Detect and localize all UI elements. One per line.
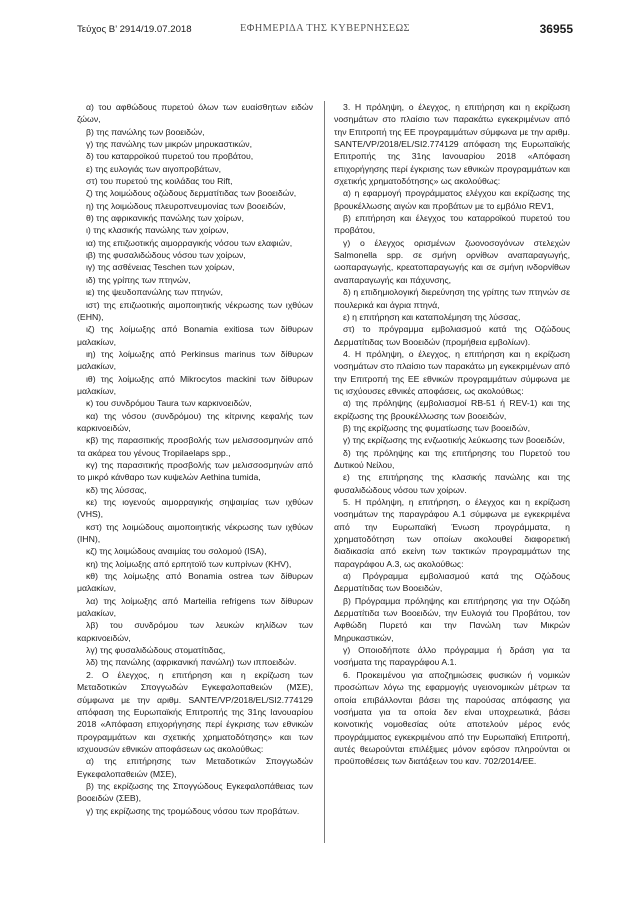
paragraph: β) της εκρίζωσης της φυματίωσης των βοοειδών, [343, 422, 530, 433]
paragraph: ιζ) της λοίμωξης από Bonamia exitiosa των δίθυρων μαλακίων, [77, 324, 313, 347]
paragraph: λδ) της πανώλης (αφρικανική πανώλη) των ιπποειδών. [86, 657, 297, 668]
paragraph: κβ) της παρασιτικής προσβολής των μελισσοσμηνών από τα ακάρεα του γένους Tropilaelaps spp., [77, 435, 313, 458]
paragraph: ι) της κλασικής πανώλης των χοίρων, [86, 225, 229, 236]
paragraph: 2. Ο έλεγχος, η επιτήρηση και η εκρίζωση των Μεταδοτικών Σπογγωδών Εγκεφαλοπαθειών (ΜΣΕ), σύμφωνα με την αριθμ. SANTE/VP/2018/EL/SI2.774129 απόφαση της Ευρωπαϊκής Επιτροπής της 31ης Ιανουαρίου 2018 «Απόφαση επιχορήγησης περί έγκρισης των εθνικών προγραμμάτων και σχετικής χρηματοδότησης» και των ισχυουσών εθνικών αποφάσεων ως ακολούθως: [77, 669, 313, 754]
paragraph: κη) της λοίμωξης από ερπητοϊό των κυπρίνων (KHV), [86, 558, 292, 569]
paragraph: δ) της πρόληψης και της επιτήρησης του Πυρετού του Δυτικού Νείλου, [334, 447, 570, 470]
paragraph: ιδ) της γρίπης των πτηνών, [86, 274, 191, 285]
paragraph: α) η εφαρμογή προγράμματος ελέγχου και εκρίζωσης της βρουκέλλωσης αιγών και προβάτων με το εμβόλιο REV1, [334, 188, 570, 211]
paragraph: γ) της πανώλης των μικρών μηρυκαστικών, [86, 139, 253, 150]
left-column [77, 101, 313, 817]
paragraph: κστ) της λοιμώδους αιμοποιητικής νέκρωσης των ιχθύων (IHN), [77, 521, 313, 545]
paragraph: κδ) της λύσσας, [86, 484, 147, 495]
paragraph: 5. Η πρόληψη, η επιτήρηση, ο έλεγχος και η εκρίζωση νοσημάτων της παραγράφου Α.1 σύμφωνα με εγκεκριμένα από την Ευρωπαϊκή Ένωση προγράμματα, η χρηματοδότηση των οποίων ακολουθεί διαφορετική διαδικασία από εκείνη των τακτικών προγραμμάτων της παραγράφου Α.3, ως ακολούθως: [334, 497, 570, 569]
paragraph: λγ) της φυσαλιδώδους στοματίτιδας, [86, 645, 226, 656]
paragraph: β) Πρόγραμμα πρόληψης και επιτήρησης για την Οζώδη Δερματίτιδα των Βοοειδών, την Ευλογιά του Προβάτου, τον Αφθώδη Πυρετό και την Πανώλη των Μικρών Μηρυκαστικών, [334, 595, 570, 643]
paragraph: στ) το πρόγραμμα εμβολιασμού κατά της Οζώδους Δερματίτιδας των Βοοειδών (προμήθεια εμβολίων). [334, 324, 570, 347]
paragraph: ιγ) της ασθένειας Teschen των χοίρων, [86, 262, 235, 273]
paragraph: κ) του συνδρόμου Taura των καρκινοειδών, [86, 398, 252, 409]
paragraph: στ) του πυρετού της κοιλάδας του Rift, [86, 176, 233, 187]
gazette-title: ΕΦΗΜΕΡΙΔΑ ΤΗΣ ΚΥΒΕΡΝΗΣΕΩΣ [239, 23, 411, 34]
paragraph: ιστ) της επιζωοτικής αιμοποιητικής νέκρωσης των ιχθύων (EHN), [77, 299, 313, 322]
paragraph: κζ) της λοιμώδους αναιμίας του σολομού (ISA), [86, 546, 267, 557]
paragraph: α) Πρόγραμμα εμβολιασμού κατά της Οζώδους Δερματίτιδας των Βοοειδών, [334, 571, 570, 594]
paragraph: η) της λοιμώδους πλευροπνευμονίας των βοοειδών, [86, 200, 286, 211]
paragraph: ιη) της λοίμωξης από Perkinsus marinus των δίθυρων μαλακίων, [77, 348, 313, 372]
paragraph: λβ) του συνδρόμου των λευκών κηλίδων των καρκινοειδών, [77, 620, 313, 643]
paragraph: 4. Η πρόληψη, ο έλεγχος, η επιτήρηση και η εκρίζωση νοσημάτων στο πλαίσιο των παρακάτω μη εγκεκριμένων από την Επιτροπή της ΕΕ εθνικών προγραμμάτων σύμφωνα με τις ισχύουσες εθνικές αποφάσεις, ως ακολούθως: [334, 348, 570, 396]
paragraph: γ) της εκρίζωσης της τρομώδους νόσου των προβάτων. [86, 805, 300, 816]
paragraph: ιβ) της φυσαλιδώδους νόσου των χοίρων, [86, 250, 246, 261]
paragraph: ε) της επιτήρησης της κλασικής πανώλης και της φυσαλιδώδους νόσου των χοίρων. [334, 472, 570, 495]
paragraph: ζ) της λοιμώδους οζώδους δερματίτιδας των βοοειδών, [86, 188, 297, 199]
paragraph: κγ) της παρασιτικής προσβολής των μελισσοσμηνών από το μικρό κάνθαρο των κυψελών Aethina tumida, [77, 459, 313, 483]
paragraph: γ) της εκρίζωσης της ενζωοτικής λεύκωσης των βοοειδών, [343, 435, 565, 446]
right-column [334, 101, 570, 768]
paragraph: λα) της λοίμωξης από Marteilia refrigens των δίθυρων μαλακίων, [77, 595, 313, 619]
paragraph: θ) της αφρικανικής πανώλης των χοίρων, [86, 213, 244, 224]
paragraph: κε) της ιογενούς αιμορραγικής σηψαιμίας των ιχθύων (VHS), [77, 497, 313, 520]
paragraph: 3. Η πρόληψη, ο έλεγχος, η επιτήρηση και η εκρίζωση νοσημάτων στο πλαίσιο των παρακάτω εγκεκριμένων από την Επιτροπή της ΕΕ προγραμμάτων σύμφωνα με την αριθμ. SANTE/VP/2018/EL/SI2.774129 απόφαση της Ευρωπαϊκής Επιτροπής της 31ης Ιανουαρίου 2018 «Απόφαση επιχορήγησης περί έγκρισης των εθνικών προγραμμάτων και σχετικής χρηματοδότησης» ως ακολούθως: [334, 102, 570, 187]
paragraph: γ) Οποιοδήποτε άλλο πρόγραμμα ή δράση για τα νοσήματα της παραγράφου Α.1. [334, 645, 570, 668]
paragraph: ε) της ευλογιάς των αιγοπροβάτων, [86, 163, 222, 174]
paragraph: β) επιτήρηση και έλεγχος του καταρροϊκού πυρετού του προβάτου, [334, 213, 570, 236]
paragraph: δ) η επιδημιολογική διερεύνηση της γρίπης των πτηνών σε πουλερικά και άγρια πτηνά, [334, 287, 570, 310]
paragraph: β) της πανώλης των βοοειδών, [86, 126, 205, 137]
page-header [77, 23, 573, 39]
paragraph: κα) της νόσου (συνδρόμου) της κίτρινης κεφαλής των καρκινοειδών, [77, 410, 313, 433]
paragraph: α) του αφθώδους πυρετού όλων των ευαίσθητων ειδών ζώων, [77, 102, 313, 125]
paragraph: ιε) της ψευδοπανώλης των πτηνών, [86, 287, 223, 298]
paragraph: 6. Προκειμένου για αποζημιώσεις φυσικών ή νομικών προσώπων λόγω της εφαρμογής υγειονομικών μέτρων τα οποία επιβάλλονται βάσει της παρούσας απόφασης για νοσήματα για τα οποία δεν είναι υποχρεωτικά, βάσει κοινοτικής νομοθεσίας ούτε αποτελούν μέρος ενός προγράμματος εγκεκριμένου από την Ευρωπαϊκή Επιτροπή, αυτές θεωρούνται επιλέξιμες μόνον εφόσον πληρούνται οι προϋποθέσεις των διατάξεων του καν. 702/2014/ΕΕ. [334, 669, 570, 767]
column-divider [324, 101, 325, 843]
paragraph: α) της πρόληψης (εμβολιασμοί RB-51 ή REV-1) και της εκρίζωσης της βρουκέλλωσης των βοοειδών, [334, 398, 570, 421]
paragraph: κθ) της λοίμωξης από Bonamia ostrea των δίθυρων μαλακίων, [77, 571, 313, 594]
issue-number: Τεύχος B’ 2914/19.07.2018 [77, 24, 192, 35]
paragraph: ια) της επιζωοτικής αιμορραγικής νόσου των ελαφιών, [86, 237, 293, 248]
paragraph: γ) ο έλεγχος ορισμένων ζωονοσογόνων στελεχών Salmonella spp. σε σμήνη ορνίθων αναπαραγωγής, ωοπαραγωγής, κρεατοπαραγωγής και σε σμήνη ινδορνίθων αναπαραγωγής και πάχυνσης, [334, 237, 570, 285]
paragraph: β) της εκρίζωσης της Σπογγώδους Εγκεφαλοπάθειας των βοοειδών (ΣΕΒ), [77, 780, 313, 804]
paragraph: ιθ) της λοίμωξης από Mikrocytos mackini των δίθυρων μαλακίων, [77, 373, 313, 396]
paragraph: δ) του καταρροϊκού πυρετού του προβάτου, [86, 151, 254, 162]
page-number: 36955 [539, 22, 573, 36]
paragraph: ε) η επιτήρηση και καταπολέμηση της λύσσας, [343, 311, 521, 322]
paragraph: α) της επιτήρησης των Μεταδοτικών Σπογγωδών Εγκεφαλοπαθειών (ΜΣΕ), [77, 756, 313, 779]
